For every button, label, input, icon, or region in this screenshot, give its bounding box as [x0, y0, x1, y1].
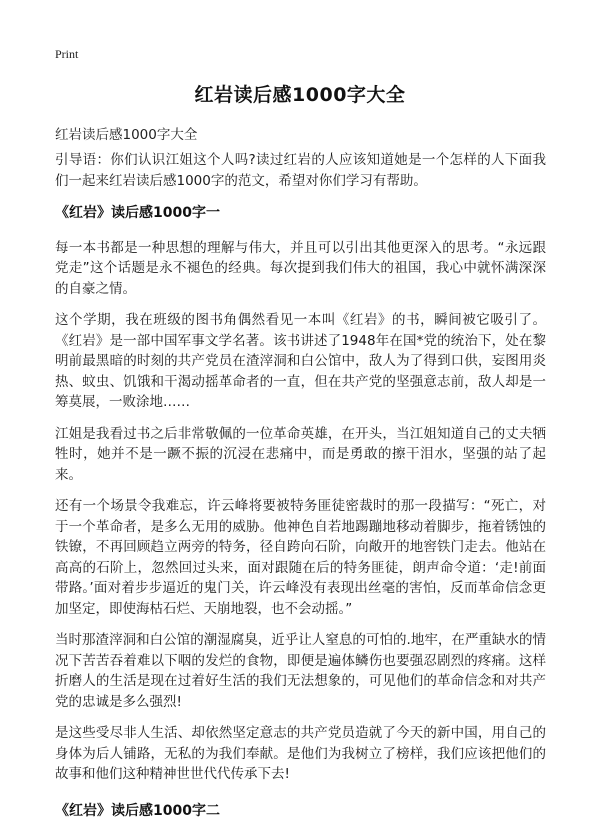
- section-heading-1: 《红岩》读后感1000字一: [55, 205, 220, 221]
- paragraph: 每一本书都是一种思想的理解与伟大，并且可以引出其他更深入的思考。“永远跟党走”这个话题是永不褪色的经典。每次提到我们伟大的祖国，我心中就怀满深深的自豪之情。: [55, 239, 546, 297]
- paragraph: 江姐是我看过书之后非常敬佩的一位革命英雄，在开头，当江姐知道自己的丈夫牺牲时，她并不是一蹶不振的沉浸在悲痛中，而是勇敢的擦干泪水，坚强的站了起来。: [55, 425, 546, 483]
- paragraph: 当时那渣滓洞和白公馆的潮湿腐臭，近乎让人窒息的可怕的.地牢，在严重缺水的情况下苦苦吞着难以下咽的发烂的食物，即便是遍体鳞伤也要强忍剧烈的疼痛。这样折磨人的生活是现在过着好生活的我们无法想象的，可见他们的革命信念和对共产党的忠诚是多么强烈!: [55, 632, 546, 710]
- print-link[interactable]: Print: [55, 47, 79, 61]
- intro-paragraph: 引导语：你们认识江姐这个人吗?读过红岩的人应该知道她是一个怎样的人下面我们一起来红岩读后感1000字的范文，希望对你们学习有帮助。: [55, 152, 546, 189]
- paragraph: 这个学期，我在班级的图书角偶然看见一本叫《红岩》的书，瞬间被它吸引了。《红岩》是一部中国军事文学名著。该书讲述了1948年在国*党的统治下，处在黎明前最黑暗的时刻的共产党员在渣滓洞和白公馆中，敌人为了得到口供，妄图用炎热、蚊虫、饥饿和干渴动摇革命者的一直，但在共产党的坚强意志前，敌人却是一筹莫展，一败涂地……: [55, 312, 546, 410]
- page-subtitle: 红岩读后感1000字大全: [55, 127, 198, 143]
- article-body: [55, 150, 546, 835]
- paragraph: 还有一个场景令我难忘，许云峰将要被特务匪徒密裁时的那一段描写：“死亡，对于一个革命者，是多么无用的威胁。他神色自若地踢蹦地移动着脚步，拖着锈蚀的铁镣，不再回顾趋立两旁的特务，径自跨向石阶，向敞开的地窖铁门走去。他站在高高的石阶上，忽然回过头来，面对跟随在后的特务匪徒，朗声命令道：‘走!前面带路。’面对着步步逼近的鬼门关，许云峰没有表现出丝毫的害怕，反而革命信念更加坚定，即使海枯石烂、天崩地裂，也不会动摇。”: [55, 498, 546, 617]
- page-title: 红岩读后感1000字大全: [194, 84, 406, 106]
- section-heading-2: 《红岩》读后感1000字二: [55, 802, 220, 819]
- paragraph: 是这些受尽非人生活、却依然坚定意志的共产党员造就了今天的新中国，用自己的身体为后人铺路，无私的为我们奉献。是他们为我树立了榜样，我们应该把他们的故事和他们这种精神世世代代传承下去!: [55, 725, 546, 782]
